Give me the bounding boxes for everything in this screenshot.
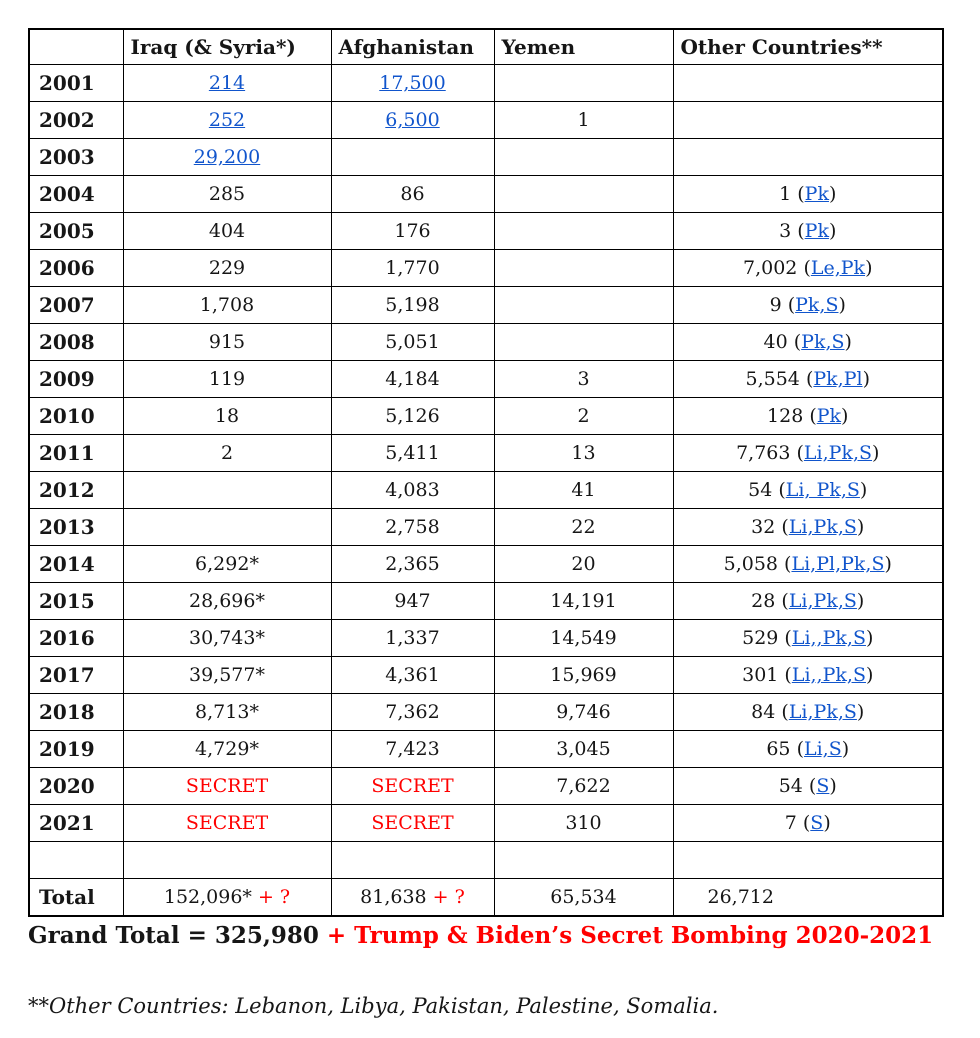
cell-value: 5,554 — [745, 368, 800, 390]
country-links[interactable]: S — [816, 775, 830, 797]
data-cell — [331, 250, 494, 287]
cell-value: 3,045 — [556, 738, 611, 760]
data-cell: 7,763 (Li,Pk,S) — [673, 435, 943, 472]
data-cell — [123, 657, 331, 694]
country-links[interactable]: Pk,Pl — [813, 368, 863, 390]
data-cell — [123, 65, 331, 102]
year-cell: 2012 — [29, 472, 123, 509]
year-row-2020 — [29, 768, 943, 805]
cell-value: 13 — [571, 442, 596, 464]
cell-value: 22 — [571, 516, 596, 538]
data-cell — [123, 879, 331, 917]
year-cell: 2005 — [29, 213, 123, 250]
cell-value: 7,002 — [743, 257, 798, 279]
year-row-2007 — [29, 287, 943, 324]
year-cell: 2010 — [29, 398, 123, 435]
data-cell — [123, 435, 331, 472]
unknown-addition: + ? — [251, 886, 291, 908]
year-cell: 2011 — [29, 435, 123, 472]
cell-value: 28 — [751, 590, 776, 612]
country-links[interactable]: Li,,Pk,S — [791, 627, 866, 649]
data-cell — [123, 805, 331, 842]
year-row-2014 — [29, 546, 943, 583]
data-cell — [123, 398, 331, 435]
data-cell — [123, 361, 331, 398]
year-cell: 2008 — [29, 324, 123, 361]
year-cell: 2013 — [29, 509, 123, 546]
data-cell — [494, 176, 673, 213]
grand-total-secret-bombing-text: + Trump & Biden’s Secret Bombing 2020-2021 — [326, 922, 934, 949]
data-cell — [331, 472, 494, 509]
data-cell — [494, 509, 673, 546]
data-cell — [494, 361, 673, 398]
year-row-2005 — [29, 213, 943, 250]
data-cell: 529 (Li,,Pk,S) — [673, 620, 943, 657]
cell-value: 176 — [394, 220, 431, 242]
grand-total-line — [28, 922, 933, 949]
data-cell — [673, 879, 943, 917]
cell-value: 6,292* — [195, 553, 259, 575]
data-cell — [331, 731, 494, 768]
cell-value: 2,758 — [385, 516, 440, 538]
cell-value: 1,770 — [385, 257, 440, 279]
other-countries-footnote: **Other Countries: Lebanon, Libya, Pakistan, Palestine, Somalia. — [28, 994, 719, 1018]
cell-value: 3 — [779, 220, 792, 242]
data-cell — [494, 324, 673, 361]
data-cell — [123, 324, 331, 361]
data-cell — [494, 287, 673, 324]
data-cell — [331, 583, 494, 620]
data-cell — [123, 176, 331, 213]
header-row — [29, 29, 943, 65]
data-cell — [494, 213, 673, 250]
cell-value: 7,423 — [385, 738, 440, 760]
cell-value: 4,184 — [385, 368, 440, 390]
data-cell — [331, 546, 494, 583]
data-cell — [123, 213, 331, 250]
data-cell: 9 (Pk,S) — [673, 287, 943, 324]
data-cell — [331, 398, 494, 435]
table-body — [29, 65, 943, 917]
data-cell: 28 (Li,Pk,S) — [673, 583, 943, 620]
country-links[interactable]: S — [810, 812, 824, 834]
data-cell — [331, 620, 494, 657]
cell-value: 18 — [214, 405, 240, 427]
data-cell — [331, 509, 494, 546]
cell-value: 14,549 — [550, 627, 617, 649]
data-cell — [123, 509, 331, 546]
secret-value: SECRET — [371, 812, 454, 834]
cell-value: 54 — [748, 479, 773, 501]
year-cell: 2004 — [29, 176, 123, 213]
data-cell — [331, 768, 494, 805]
data-cell — [494, 250, 673, 287]
data-cell — [331, 287, 494, 324]
cell-value: 9 — [769, 294, 782, 316]
year-cell: 2003 — [29, 139, 123, 176]
country-links[interactable]: Pk — [804, 220, 829, 242]
data-cell: 40 (Pk,S) — [673, 324, 943, 361]
data-cell — [494, 398, 673, 435]
data-cell: 65 (Li,S) — [673, 731, 943, 768]
secret-value: SECRET — [371, 775, 454, 797]
data-cell — [673, 65, 943, 102]
cell-value: 119 — [208, 368, 246, 390]
data-cell — [123, 620, 331, 657]
year-cell: 2019 — [29, 731, 123, 768]
data-cell — [123, 768, 331, 805]
country-links[interactable]: Li,,Pk,S — [791, 664, 866, 686]
data-cell — [123, 583, 331, 620]
year-row-2013 — [29, 509, 943, 546]
cell-value: 20 — [571, 553, 596, 575]
cell-value: 39,577* — [189, 664, 265, 686]
data-cell — [494, 768, 673, 805]
cell-value: 915 — [208, 331, 246, 353]
cell-value: 3 — [577, 368, 590, 390]
year-row-2004 — [29, 176, 943, 213]
cell-value: 1,337 — [385, 627, 440, 649]
country-links[interactable]: Li,Pk,S — [788, 701, 857, 723]
value-link[interactable]: 17,500 — [379, 72, 446, 94]
secret-value: SECRET — [185, 812, 269, 834]
total-label-cell: Total — [29, 879, 123, 917]
spacer-row — [29, 842, 943, 879]
country-links[interactable]: Li, Pk,S — [785, 479, 860, 501]
data-cell — [123, 250, 331, 287]
year-cell: 2006 — [29, 250, 123, 287]
data-cell — [673, 139, 943, 176]
value-link[interactable]: 29,200 — [193, 146, 261, 168]
data-cell — [494, 731, 673, 768]
data-cell — [673, 102, 943, 139]
year-cell: 2021 — [29, 805, 123, 842]
data-cell — [123, 472, 331, 509]
data-cell — [123, 287, 331, 324]
year-cell: 2016 — [29, 620, 123, 657]
country-links[interactable]: Pk,S — [801, 331, 845, 353]
data-cell — [494, 139, 673, 176]
cell-value: 529 — [742, 627, 779, 649]
corner-cell — [29, 29, 123, 65]
data-cell — [331, 176, 494, 213]
cell-value: 7 — [784, 812, 797, 834]
cell-value: 4,361 — [385, 664, 440, 686]
data-cell: 32 (Li,Pk,S) — [673, 509, 943, 546]
country-links[interactable]: Pk — [804, 183, 829, 205]
data-cell — [331, 657, 494, 694]
cell-value: 404 — [208, 220, 246, 242]
value-link[interactable]: 252 — [208, 109, 246, 131]
year-row-2017 — [29, 657, 943, 694]
year-row-2001 — [29, 65, 943, 102]
data-cell — [331, 694, 494, 731]
grand-total-text: Grand Total = 325,980 — [28, 922, 327, 949]
data-cell: 301 (Li,,Pk,S) — [673, 657, 943, 694]
data-cell — [331, 361, 494, 398]
data-cell: 7,002 (Le,Pk) — [673, 250, 943, 287]
unknown-addition: + ? — [426, 886, 465, 908]
data-cell — [331, 213, 494, 250]
cell-value: 86 — [400, 183, 425, 205]
country-links[interactable]: Li,Pl,Pk,S — [791, 553, 885, 575]
data-cell — [494, 546, 673, 583]
year-row-2018 — [29, 694, 943, 731]
cell-value: 1,708 — [199, 294, 255, 316]
year-row-2019 — [29, 731, 943, 768]
data-cell: 54 (Li, Pk,S) — [673, 472, 943, 509]
year-row-2015 — [29, 583, 943, 620]
data-cell: 84 (Li,Pk,S) — [673, 694, 943, 731]
cell-value: 4,083 — [385, 479, 440, 501]
data-cell: 5,058 (Li,Pl,Pk,S) — [673, 546, 943, 583]
year-cell: 2001 — [29, 65, 123, 102]
cell-value: 15,969 — [550, 664, 617, 686]
value-link[interactable]: 6,500 — [385, 109, 440, 131]
year-row-2008 — [29, 324, 943, 361]
year-row-2009 — [29, 361, 943, 398]
cell-value: 14,191 — [550, 590, 617, 612]
data-cell: 54 (S) — [673, 768, 943, 805]
year-cell: 2002 — [29, 102, 123, 139]
data-cell — [123, 102, 331, 139]
cell-value: 947 — [394, 590, 431, 612]
year-row-2003 — [29, 139, 943, 176]
cell-value: 1 — [577, 109, 590, 131]
cell-value: 65 — [766, 738, 791, 760]
cell-value: 26,712 — [707, 886, 774, 908]
data-cell — [494, 435, 673, 472]
cell-value: 28,696* — [189, 590, 265, 612]
data-cell — [331, 842, 494, 879]
cell-value: 9,746 — [556, 701, 611, 723]
cell-value: 1 — [779, 183, 792, 205]
cell-value: 32 — [751, 516, 776, 538]
cell-value: 5,051 — [385, 331, 440, 353]
cell-value: 5,411 — [385, 442, 440, 464]
data-cell — [494, 842, 673, 879]
data-cell — [673, 842, 943, 879]
cell-value: 2 — [577, 405, 590, 427]
data-cell: 5,554 (Pk,Pl) — [673, 361, 943, 398]
year-cell — [29, 842, 123, 879]
cell-value: 2,365 — [385, 553, 440, 575]
cell-value: 310 — [565, 812, 602, 834]
cell-value: 301 — [742, 664, 779, 686]
cell-value: 81,638 — [360, 886, 427, 908]
country-links[interactable]: Li,S — [803, 738, 842, 760]
cell-value: 84 — [751, 701, 776, 723]
cell-value: 152,096* — [163, 886, 252, 908]
year-cell: 2020 — [29, 768, 123, 805]
cell-value: 7,362 — [385, 701, 440, 723]
data-cell — [494, 879, 673, 917]
cell-value: 128 — [767, 405, 804, 427]
year-cell: 2009 — [29, 361, 123, 398]
year-row-2006 — [29, 250, 943, 287]
cell-value: 40 — [763, 331, 788, 353]
data-cell: 7 (S) — [673, 805, 943, 842]
column-header-4: Other Countries** — [673, 29, 943, 65]
column-header-1: Iraq (& Syria*) — [123, 29, 331, 65]
cell-value: 30,743* — [189, 627, 265, 649]
data-cell — [331, 102, 494, 139]
total-row — [29, 879, 943, 917]
cell-value: 41 — [571, 479, 596, 501]
data-cell — [331, 139, 494, 176]
cell-value: 65,534 — [550, 886, 617, 908]
data-cell — [331, 324, 494, 361]
cell-value: 54 — [778, 775, 803, 797]
data-cell — [494, 102, 673, 139]
airstrikes-by-year-table — [28, 28, 944, 917]
cell-value: 285 — [208, 183, 246, 205]
value-link[interactable]: 214 — [208, 72, 246, 94]
country-links[interactable]: Le,Pk — [810, 257, 866, 279]
year-row-2012 — [29, 472, 943, 509]
cell-value: 7,622 — [556, 775, 611, 797]
data-cell: 1 (Pk) — [673, 176, 943, 213]
cell-value: 229 — [208, 257, 246, 279]
data-cell — [123, 731, 331, 768]
year-row-2016 — [29, 620, 943, 657]
year-row-2002 — [29, 102, 943, 139]
cell-value: 5,198 — [385, 294, 440, 316]
data-cell — [331, 805, 494, 842]
data-cell — [123, 694, 331, 731]
data-cell: 3 (Pk) — [673, 213, 943, 250]
data-cell — [123, 842, 331, 879]
year-cell: 2014 — [29, 546, 123, 583]
cell-value: 5,126 — [385, 405, 440, 427]
data-cell — [494, 472, 673, 509]
cell-value: 4,729* — [195, 738, 259, 760]
year-cell: 2007 — [29, 287, 123, 324]
cell-value: 8,713* — [195, 701, 259, 723]
column-header-3: Yemen — [494, 29, 673, 65]
column-header-2: Afghanistan — [331, 29, 494, 65]
year-cell: 2015 — [29, 583, 123, 620]
data-cell: 128 (Pk) — [673, 398, 943, 435]
data-cell — [331, 65, 494, 102]
data-cell — [331, 879, 494, 917]
country-links[interactable]: Li,Pk,S — [788, 590, 857, 612]
year-row-2011 — [29, 435, 943, 472]
cell-value: 7,763 — [736, 442, 791, 464]
year-cell: 2018 — [29, 694, 123, 731]
table-header — [29, 29, 943, 65]
secret-value: SECRET — [185, 775, 269, 797]
data-cell — [123, 546, 331, 583]
country-links[interactable]: Pk — [816, 405, 842, 427]
data-cell — [494, 805, 673, 842]
data-cell — [494, 694, 673, 731]
data-cell — [331, 435, 494, 472]
country-links[interactable]: Pk,S — [795, 294, 839, 316]
country-links[interactable]: Li,Pk,S — [788, 516, 857, 538]
cell-value: 5,058 — [723, 553, 779, 575]
cell-value: 2 — [220, 442, 234, 464]
year-cell: 2017 — [29, 657, 123, 694]
data-cell — [494, 620, 673, 657]
year-row-2010 — [29, 398, 943, 435]
data-cell — [494, 657, 673, 694]
year-row-2021 — [29, 805, 943, 842]
country-links[interactable]: Li,Pk,S — [803, 442, 873, 464]
data-cell — [123, 139, 331, 176]
data-cell — [494, 65, 673, 102]
data-cell — [494, 583, 673, 620]
